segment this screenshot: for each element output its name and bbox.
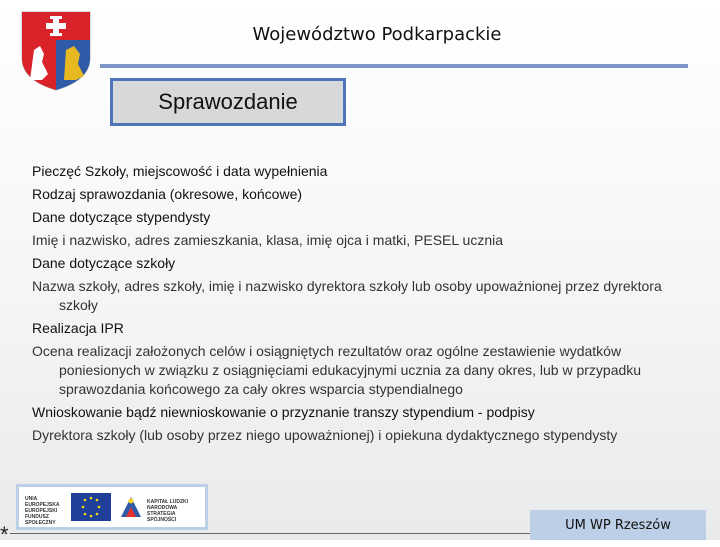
- report-contents-list: [32, 162, 692, 449]
- coat-of-arms-logo: [20, 10, 92, 92]
- content-line: Realizacja IPR: [32, 320, 124, 336]
- content-line: Pieczęć Szkoły, miejscowość i data wypełnienia: [32, 163, 328, 179]
- kapital-ludzki-icon: [119, 495, 143, 519]
- content-line: Rodzaj sprawozdania (okresowe, końcowe): [32, 186, 303, 202]
- footer-label: UM WP Rzeszów: [565, 517, 671, 533]
- content-line: Imię i nazwisko, adres zamieszkania, klasa, imię ojca i matki, PESEL ucznia: [32, 232, 503, 248]
- content-line: Nazwa szkoły, adres szkoły, imię i nazwisko dyrektora szkoły lub osoby upoważnionej przez dyrektora szkoły: [32, 278, 662, 313]
- eu-flag-icon: [71, 493, 111, 521]
- eu-funding-logos: [16, 484, 208, 530]
- kapital-ludzki-label: KAPITAŁ LUDZKI NARODOWA STRATEGIA SPÓJNOŚCI: [147, 499, 189, 523]
- header-divider: [100, 64, 688, 68]
- content-line: Dane dotyczące szkoły: [32, 255, 176, 271]
- slide-title-box: [110, 78, 346, 126]
- content-line: Ocena realizacji założonych celów i osiągniętych rezultatów oraz ogólne zestawienie wydatków poniesionych w związku z osiągnięciami edukacyjnymi ucznia za dany okres, lub w przypadku sprawozdania końcowego za cały okres wsparcia stypendialnego: [32, 343, 642, 397]
- slide-title: Sprawozdanie: [158, 89, 298, 114]
- region-title: Województwo Podkarpackie: [252, 24, 502, 45]
- eu-label: UNIA EUROPEJSKA EUROPEJSKI FUNDUSZ SPOŁECZNY: [25, 496, 60, 526]
- content-line: Dane dotyczące stypendysty: [32, 209, 211, 225]
- footer-label-box: [530, 510, 706, 540]
- footer-divider: [10, 533, 530, 534]
- content-line: Wnioskowanie bądź niewnioskowanie o przyznanie transzy stypendium - podpisy: [32, 404, 535, 420]
- footnote-asterisk: *: [0, 522, 9, 547]
- content-line: Dyrektora szkoły (lub osoby przez niego upoważnionej) i opiekuna dydaktycznego stypendysty: [32, 427, 618, 443]
